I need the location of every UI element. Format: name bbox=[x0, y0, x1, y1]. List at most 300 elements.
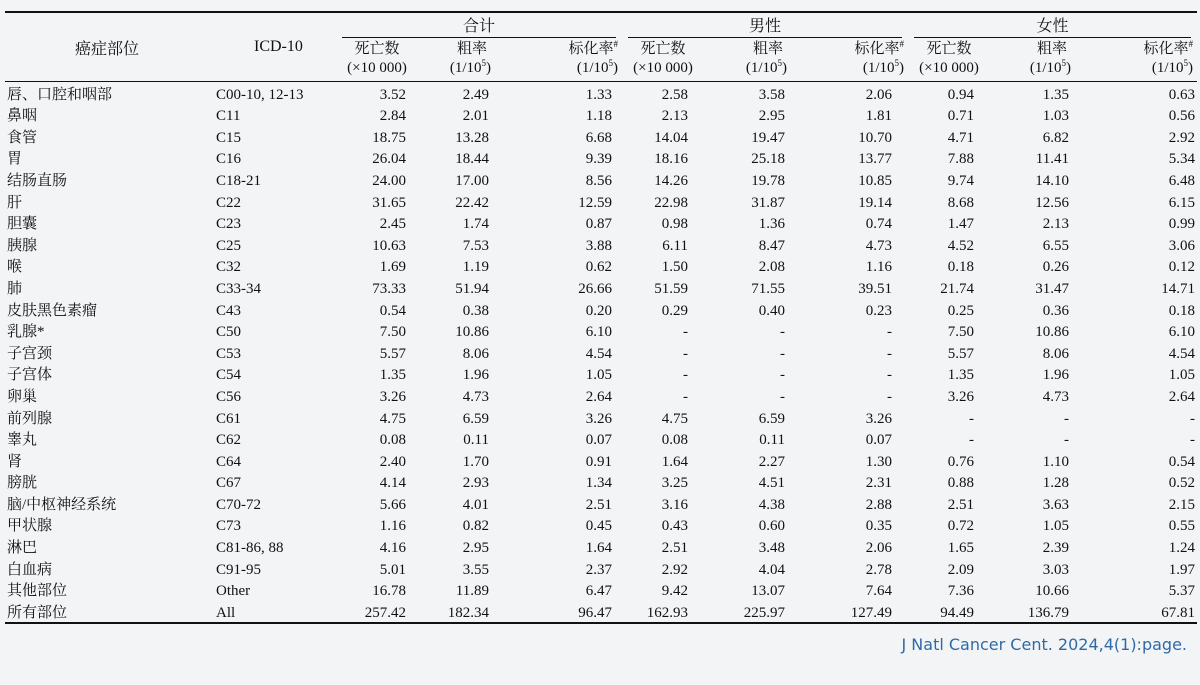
icd-code: C91-95 bbox=[216, 561, 261, 578]
value-cell: 26.66 bbox=[578, 280, 612, 297]
value-cell: 2.95 bbox=[758, 108, 785, 125]
table-row bbox=[5, 341, 1197, 363]
icd-code: C62 bbox=[216, 432, 242, 449]
value-cell: 51.94 bbox=[455, 280, 489, 297]
value-cell: 19.78 bbox=[751, 172, 785, 189]
value-cell: 1.19 bbox=[462, 259, 489, 276]
empty-cell: - bbox=[683, 324, 688, 341]
cancer-site: 膀胱 bbox=[7, 475, 38, 492]
value-cell: 96.47 bbox=[505, 600, 622, 623]
cancer-site: 鼻咽 bbox=[7, 108, 38, 125]
value-cell: 0.72 bbox=[947, 518, 974, 535]
empty-cell: - bbox=[969, 410, 974, 427]
value-cell: 11.89 bbox=[455, 583, 489, 600]
cancer-site: 肝 bbox=[7, 194, 23, 211]
value-cell: 0.54 bbox=[1168, 453, 1195, 470]
value-cell: 3.58 bbox=[758, 86, 785, 103]
value-cell: 4.04 bbox=[758, 561, 785, 578]
icd-code: C56 bbox=[216, 388, 242, 405]
icd-code: C00-10, 12-13 bbox=[216, 86, 304, 103]
icd-code: C23 bbox=[216, 216, 242, 233]
cancer-site: 胰腺 bbox=[7, 237, 38, 254]
value-cell: 0.71 bbox=[947, 108, 974, 125]
value-cell: 19.47 bbox=[751, 129, 785, 146]
value-cell: 11.41 bbox=[1035, 151, 1069, 168]
value-cell: 18.16 bbox=[654, 151, 688, 168]
value-cell: 2.40 bbox=[379, 453, 406, 470]
value-cell: 4.51 bbox=[758, 475, 785, 492]
value-cell: 24.00 bbox=[372, 172, 406, 189]
value-cell: 18.75 bbox=[372, 129, 406, 146]
value-cell: 3.06 bbox=[1168, 237, 1195, 254]
value-cell: 2.64 bbox=[585, 388, 612, 405]
value-cell: 257.42 bbox=[336, 600, 418, 623]
value-cell: 2.45 bbox=[379, 216, 406, 233]
value-cell: 2.13 bbox=[1042, 216, 1069, 233]
empty-cell: - bbox=[969, 432, 974, 449]
value-cell: 5.66 bbox=[379, 496, 406, 513]
empty-cell: - bbox=[1190, 410, 1195, 427]
value-cell: 1.96 bbox=[1042, 367, 1069, 384]
value-cell: 7.64 bbox=[865, 583, 892, 600]
value-cell: 13.07 bbox=[751, 583, 785, 600]
empty-cell: - bbox=[780, 388, 785, 405]
value-cell: 8.06 bbox=[462, 345, 489, 362]
icd-code: Other bbox=[216, 583, 251, 600]
subheader-crude-male: 粗率 $(1/10^5)$ bbox=[745, 41, 787, 76]
value-cell: 0.26 bbox=[1042, 259, 1069, 276]
group-female: 女性 bbox=[908, 12, 1197, 38]
table-row bbox=[5, 168, 1197, 190]
subheader-asr-female: 标化率# $(1/10^5)$ bbox=[1143, 39, 1193, 76]
value-cell: 0.52 bbox=[1168, 475, 1195, 492]
value-cell: 0.07 bbox=[585, 432, 612, 449]
cancer-site: 食管 bbox=[7, 129, 38, 146]
empty-cell: - bbox=[1190, 432, 1195, 449]
value-cell: 3.63 bbox=[1042, 496, 1069, 513]
value-cell: 2.64 bbox=[1168, 388, 1195, 405]
value-cell: 3.26 bbox=[585, 410, 612, 427]
value-cell: 6.55 bbox=[1042, 237, 1069, 254]
value-cell: 1.33 bbox=[585, 86, 612, 103]
table-row bbox=[5, 406, 1197, 428]
value-cell: 18.44 bbox=[455, 151, 489, 168]
table-row bbox=[5, 104, 1197, 126]
value-cell: 6.68 bbox=[585, 129, 612, 146]
value-cell: 10.66 bbox=[1035, 583, 1069, 600]
cancer-site: 胃 bbox=[7, 151, 23, 168]
value-cell: 5.01 bbox=[379, 561, 406, 578]
cancer-site: 脑/中枢神经系统 bbox=[7, 496, 117, 513]
table-row bbox=[5, 233, 1197, 255]
value-cell: 0.12 bbox=[1168, 259, 1195, 276]
value-cell: 2.01 bbox=[462, 108, 489, 125]
value-cell: 0.45 bbox=[585, 518, 612, 535]
cancer-site: 子宫颈 bbox=[7, 345, 53, 362]
cancer-site: 白血病 bbox=[7, 561, 53, 578]
empty-cell: - bbox=[683, 388, 688, 405]
empty-cell: - bbox=[780, 324, 785, 341]
table-row bbox=[5, 363, 1197, 385]
value-cell: 127.49 bbox=[801, 600, 908, 623]
value-cell: 1.64 bbox=[585, 540, 612, 557]
subheader-deaths-female: 死亡数 (×10 000) bbox=[919, 41, 979, 76]
cancer-site: 淋巴 bbox=[7, 540, 38, 557]
value-cell: 2.93 bbox=[462, 475, 489, 492]
value-cell: 9.39 bbox=[585, 151, 612, 168]
value-cell: 10.85 bbox=[858, 172, 892, 189]
icd-code: C50 bbox=[216, 324, 242, 341]
value-cell: 4.73 bbox=[462, 388, 489, 405]
value-cell: 0.91 bbox=[585, 453, 612, 470]
value-cell: 1.05 bbox=[1042, 518, 1069, 535]
value-cell: 31.87 bbox=[751, 194, 785, 211]
value-cell: 4.14 bbox=[379, 475, 406, 492]
value-cell: 2.51 bbox=[947, 496, 974, 513]
icd-code: C22 bbox=[216, 194, 242, 211]
value-cell: 1.65 bbox=[947, 540, 974, 557]
value-cell: 225.97 bbox=[704, 600, 801, 623]
table-row bbox=[5, 276, 1197, 298]
table-row bbox=[5, 428, 1197, 450]
value-cell: 3.16 bbox=[661, 496, 688, 513]
value-cell: 6.48 bbox=[1168, 172, 1195, 189]
cancer-site: 子宫体 bbox=[7, 367, 53, 384]
value-cell: 1.36 bbox=[758, 216, 785, 233]
value-cell: 1.34 bbox=[585, 475, 612, 492]
value-cell: 0.94 bbox=[947, 86, 974, 103]
value-cell: 2.15 bbox=[1168, 496, 1195, 513]
icd-code: C81-86, 88 bbox=[216, 540, 284, 557]
value-cell: 31.47 bbox=[1035, 280, 1069, 297]
value-cell: 4.54 bbox=[1168, 345, 1195, 362]
value-cell: 0.63 bbox=[1168, 86, 1195, 103]
value-cell: 7.50 bbox=[379, 324, 406, 341]
value-cell: 25.18 bbox=[751, 151, 785, 168]
value-cell: 2.49 bbox=[462, 86, 489, 103]
header-icd: ICD-10 bbox=[254, 38, 303, 55]
value-cell: 9.74 bbox=[947, 172, 974, 189]
value-cell: 2.78 bbox=[865, 561, 892, 578]
table-row bbox=[5, 82, 1197, 104]
value-cell: 12.59 bbox=[578, 194, 612, 211]
value-cell: 0.56 bbox=[1168, 108, 1195, 125]
value-cell: 1.64 bbox=[661, 453, 688, 470]
group-male: 男性 bbox=[622, 12, 908, 38]
value-cell: 8.68 bbox=[947, 194, 974, 211]
value-cell: 0.18 bbox=[947, 259, 974, 276]
icd-code: C64 bbox=[216, 453, 242, 470]
table-row bbox=[5, 147, 1197, 169]
cancer-site: 唇、口腔和咽部 bbox=[7, 86, 113, 103]
value-cell: 2.95 bbox=[462, 540, 489, 557]
value-cell: 2.92 bbox=[661, 561, 688, 578]
value-cell: 1.97 bbox=[1168, 561, 1195, 578]
empty-cell: - bbox=[887, 324, 892, 341]
value-cell: 1.70 bbox=[462, 453, 489, 470]
value-cell: 4.01 bbox=[462, 496, 489, 513]
value-cell: 1.35 bbox=[1042, 86, 1069, 103]
cancer-site: 所有部位 bbox=[5, 600, 216, 623]
mortality-table bbox=[5, 11, 1197, 624]
value-cell: 22.42 bbox=[455, 194, 489, 211]
value-cell: 9.42 bbox=[661, 583, 688, 600]
value-cell: 1.96 bbox=[462, 367, 489, 384]
table-row bbox=[5, 449, 1197, 471]
table-row bbox=[5, 514, 1197, 536]
value-cell: 7.88 bbox=[947, 151, 974, 168]
value-cell: 2.09 bbox=[947, 561, 974, 578]
value-cell: 2.88 bbox=[865, 496, 892, 513]
header-site: 癌症部位 bbox=[75, 40, 140, 58]
value-cell: 0.74 bbox=[865, 216, 892, 233]
value-cell: 2.27 bbox=[758, 453, 785, 470]
value-cell: 6.10 bbox=[585, 324, 612, 341]
cancer-site: 乳腺* bbox=[7, 324, 45, 341]
table-row bbox=[5, 471, 1197, 493]
value-cell: 31.65 bbox=[372, 194, 406, 211]
value-cell: 16.78 bbox=[372, 583, 406, 600]
cancer-site: 睾丸 bbox=[7, 432, 38, 449]
value-cell: 136.79 bbox=[990, 600, 1085, 623]
empty-cell: - bbox=[1064, 410, 1069, 427]
icd-code: C32 bbox=[216, 259, 242, 276]
value-cell: 0.99 bbox=[1168, 216, 1195, 233]
value-cell: 2.58 bbox=[661, 86, 688, 103]
value-cell: 5.57 bbox=[379, 345, 406, 362]
icd-code: C54 bbox=[216, 367, 242, 384]
value-cell: 2.13 bbox=[661, 108, 688, 125]
value-cell: 5.37 bbox=[1168, 583, 1195, 600]
table-row bbox=[5, 255, 1197, 277]
table-row bbox=[5, 212, 1197, 234]
value-cell: 4.73 bbox=[865, 237, 892, 254]
value-cell: 0.62 bbox=[585, 259, 612, 276]
icd-code: All bbox=[216, 600, 336, 623]
value-cell: 8.06 bbox=[1042, 345, 1069, 362]
icd-code: C67 bbox=[216, 475, 242, 492]
value-cell: 0.29 bbox=[661, 302, 688, 319]
icd-code: C18-21 bbox=[216, 172, 261, 189]
value-cell: 0.76 bbox=[947, 453, 974, 470]
value-cell: 14.04 bbox=[654, 129, 688, 146]
value-cell: 1.47 bbox=[947, 216, 974, 233]
table-row bbox=[5, 320, 1197, 342]
value-cell: 94.49 bbox=[908, 600, 990, 623]
value-cell: 6.59 bbox=[758, 410, 785, 427]
value-cell: 3.88 bbox=[585, 237, 612, 254]
value-cell: 0.87 bbox=[585, 216, 612, 233]
value-cell: 0.55 bbox=[1168, 518, 1195, 535]
empty-cell: - bbox=[887, 345, 892, 362]
empty-cell: - bbox=[683, 345, 688, 362]
value-cell: 0.11 bbox=[759, 432, 785, 449]
empty-cell: - bbox=[683, 367, 688, 384]
value-cell: 0.82 bbox=[462, 518, 489, 535]
value-cell: 14.71 bbox=[1161, 280, 1195, 297]
value-cell: 71.55 bbox=[751, 280, 785, 297]
value-cell: 6.15 bbox=[1168, 194, 1195, 211]
value-cell: 0.88 bbox=[947, 475, 974, 492]
value-cell: 1.30 bbox=[865, 453, 892, 470]
value-cell: 2.31 bbox=[865, 475, 892, 492]
subheader-deaths-total: 死亡数 (×10 000) bbox=[347, 41, 407, 76]
value-cell: 3.26 bbox=[379, 388, 406, 405]
value-cell: 2.06 bbox=[865, 86, 892, 103]
empty-cell: - bbox=[1064, 432, 1069, 449]
value-cell: 2.92 bbox=[1168, 129, 1195, 146]
value-cell: 26.04 bbox=[372, 151, 406, 168]
value-cell: 3.26 bbox=[947, 388, 974, 405]
value-cell: 12.56 bbox=[1035, 194, 1069, 211]
value-cell: 0.40 bbox=[758, 302, 785, 319]
value-cell: 0.08 bbox=[379, 432, 406, 449]
value-cell: 0.35 bbox=[865, 518, 892, 535]
value-cell: 1.28 bbox=[1042, 475, 1069, 492]
value-cell: 0.98 bbox=[661, 216, 688, 233]
value-cell: 0.36 bbox=[1042, 302, 1069, 319]
value-cell: 67.81 bbox=[1085, 600, 1197, 623]
value-cell: 10.86 bbox=[1035, 324, 1069, 341]
value-cell: 6.47 bbox=[585, 583, 612, 600]
icd-code: C61 bbox=[216, 410, 242, 427]
value-cell: 0.38 bbox=[462, 302, 489, 319]
value-cell: 182.34 bbox=[418, 600, 505, 623]
value-cell: 3.03 bbox=[1042, 561, 1069, 578]
value-cell: 0.18 bbox=[1168, 302, 1195, 319]
table-row bbox=[5, 492, 1197, 514]
value-cell: 22.98 bbox=[654, 194, 688, 211]
cancer-site: 胆囊 bbox=[7, 216, 38, 233]
value-cell: 3.26 bbox=[865, 410, 892, 427]
value-cell: 7.53 bbox=[462, 237, 489, 254]
cancer-site: 肾 bbox=[7, 453, 23, 470]
value-cell: 1.10 bbox=[1042, 453, 1069, 470]
subheader-asr-total: 标化率# $(1/10^5)$ bbox=[568, 39, 618, 76]
value-cell: 4.16 bbox=[379, 540, 406, 557]
empty-cell: - bbox=[887, 388, 892, 405]
value-cell: 21.74 bbox=[940, 280, 974, 297]
value-cell: 0.25 bbox=[947, 302, 974, 319]
value-cell: 6.82 bbox=[1042, 129, 1069, 146]
value-cell: 4.54 bbox=[585, 345, 612, 362]
value-cell: 1.35 bbox=[379, 367, 406, 384]
value-cell: 1.74 bbox=[462, 216, 489, 233]
empty-cell: - bbox=[887, 367, 892, 384]
value-cell: 1.81 bbox=[865, 108, 892, 125]
table-row bbox=[5, 125, 1197, 147]
value-cell: 3.25 bbox=[661, 475, 688, 492]
icd-code: C11 bbox=[216, 108, 241, 125]
value-cell: 1.35 bbox=[947, 367, 974, 384]
value-cell: 1.18 bbox=[585, 108, 612, 125]
table-row bbox=[5, 557, 1197, 579]
subheader-asr-male: 标化率# $(1/10^5)$ bbox=[854, 39, 904, 76]
value-cell: 1.05 bbox=[585, 367, 612, 384]
value-cell: 162.93 bbox=[622, 600, 704, 623]
citation: J Natl Cancer Cent. 2024,4(1):page. bbox=[901, 635, 1187, 654]
value-cell: 7.50 bbox=[947, 324, 974, 341]
cancer-site: 结肠直肠 bbox=[7, 172, 68, 189]
value-cell: 1.50 bbox=[661, 259, 688, 276]
table-row bbox=[5, 298, 1197, 320]
value-cell: 14.26 bbox=[654, 172, 688, 189]
table-row bbox=[5, 535, 1197, 557]
value-cell: 2.39 bbox=[1042, 540, 1069, 557]
cancer-site: 其他部位 bbox=[7, 583, 68, 600]
value-cell: 51.59 bbox=[654, 280, 688, 297]
value-cell: 73.33 bbox=[372, 280, 406, 297]
value-cell: 0.54 bbox=[379, 302, 406, 319]
icd-code: C33-34 bbox=[216, 280, 261, 297]
value-cell: 6.10 bbox=[1168, 324, 1195, 341]
group-total: 合计 bbox=[336, 12, 622, 38]
value-cell: 17.00 bbox=[455, 172, 489, 189]
subheader-crude-total: 粗率 $(1/10^5)$ bbox=[449, 41, 491, 76]
value-cell: 0.23 bbox=[865, 302, 892, 319]
value-cell: 2.08 bbox=[758, 259, 785, 276]
value-cell: 19.14 bbox=[858, 194, 892, 211]
value-cell: 2.37 bbox=[585, 561, 612, 578]
value-cell: 39.51 bbox=[858, 280, 892, 297]
value-cell: 13.77 bbox=[858, 151, 892, 168]
value-cell: 2.51 bbox=[585, 496, 612, 513]
cancer-site: 肺 bbox=[7, 280, 23, 297]
value-cell: 10.70 bbox=[858, 129, 892, 146]
value-cell: 3.48 bbox=[758, 540, 785, 557]
value-cell: 4.38 bbox=[758, 496, 785, 513]
cancer-site: 甲状腺 bbox=[7, 518, 53, 535]
icd-code: C16 bbox=[216, 151, 242, 168]
cancer-site: 皮肤黑色素瘤 bbox=[7, 302, 98, 319]
empty-cell: - bbox=[780, 345, 785, 362]
value-cell: 3.52 bbox=[379, 86, 406, 103]
value-cell: 0.08 bbox=[661, 432, 688, 449]
value-cell: 2.06 bbox=[865, 540, 892, 557]
cancer-site: 前列腺 bbox=[7, 410, 53, 427]
table-row bbox=[5, 579, 1197, 601]
value-cell: 2.84 bbox=[379, 108, 406, 125]
value-cell: 4.75 bbox=[661, 410, 688, 427]
value-cell: 0.11 bbox=[463, 432, 489, 449]
icd-code: C43 bbox=[216, 302, 242, 319]
value-cell: 4.52 bbox=[947, 237, 974, 254]
value-cell: 0.07 bbox=[865, 432, 892, 449]
empty-cell: - bbox=[780, 367, 785, 384]
value-cell: 0.43 bbox=[661, 518, 688, 535]
value-cell: 2.51 bbox=[661, 540, 688, 557]
table-row bbox=[5, 384, 1197, 406]
table-row bbox=[5, 190, 1197, 212]
icd-code: C25 bbox=[216, 237, 242, 254]
cancer-site: 喉 bbox=[7, 259, 23, 276]
value-cell: 10.86 bbox=[455, 324, 489, 341]
value-cell: 4.73 bbox=[1042, 388, 1069, 405]
icd-code: C15 bbox=[216, 129, 242, 146]
value-cell: 13.28 bbox=[455, 129, 489, 146]
value-cell: 6.11 bbox=[662, 237, 688, 254]
value-cell: 10.63 bbox=[372, 237, 406, 254]
value-cell: 1.03 bbox=[1042, 108, 1069, 125]
subheader-crude-female: 粗率 $(1/10^5)$ bbox=[1029, 41, 1071, 76]
value-cell: 8.56 bbox=[585, 172, 612, 189]
value-cell: 1.16 bbox=[865, 259, 892, 276]
cancer-site: 卵巢 bbox=[7, 388, 38, 405]
value-cell: 8.47 bbox=[758, 237, 785, 254]
value-cell: 4.75 bbox=[379, 410, 406, 427]
value-cell: 0.20 bbox=[585, 302, 612, 319]
value-cell: 7.36 bbox=[947, 583, 974, 600]
